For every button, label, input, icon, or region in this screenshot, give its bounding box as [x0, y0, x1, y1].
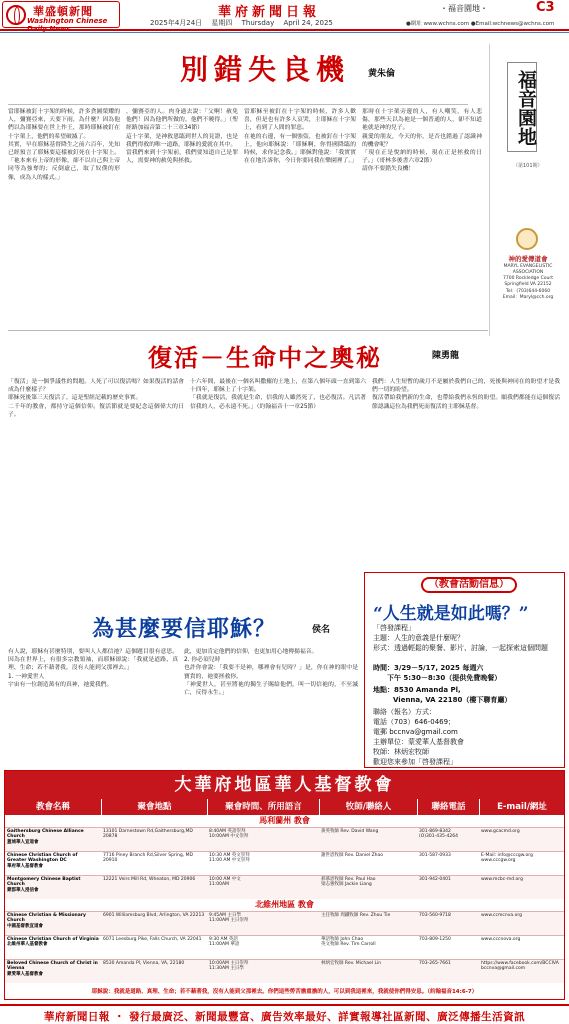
column-header: 聯絡電話 [417, 799, 479, 815]
date-cn: 2025年4月24日 [150, 19, 203, 27]
article2-column-1: 「復活」是一個爭議性的問題。人死了可以復活嗎？如果復活的話會成為什麼樣子？ 耶穌死後第三天復活了，這是聖經記載的歷史事實。 二千年的教會，都持守這個信仰。復活節就是要紀念這個偉大的日子。 [8, 379, 184, 418]
weekday-en: Thursday [241, 19, 275, 27]
date-line [150, 18, 340, 28]
event-title: “人生就是如此嗎？” [373, 604, 529, 624]
church-email[interactable]: Email：Maryl@cch.org [502, 295, 554, 300]
column-header: 聚會地點 [101, 799, 207, 815]
event-hours: 下午 5:30－8:30（提供免費晚餐） [387, 674, 502, 682]
directory-header-row [5, 799, 564, 815]
directory-cell-address: 12221 Veirs Mill Rd, Wheaton, MD 20906 [103, 877, 196, 882]
event-address-city: Vienna, VA 22180（樓下聯育廳） [393, 696, 512, 704]
column-header: 牧師/聯絡人 [319, 799, 417, 815]
newspaper-logo[interactable] [2, 1, 120, 28]
directory-cell-name: Montgomery Chinese Baptist Church 蒙郡華人浸信會 [7, 877, 81, 893]
directory-cell-time: 10:00 AM 中文 11:00AM [209, 877, 241, 888]
directory-row [5, 935, 564, 959]
masthead [0, 0, 569, 30]
directory-cell-web[interactable]: www.mcbc-md.org [481, 877, 523, 882]
directory-cell-pastor: 郝慕恩牧師 Rev. Paul Hao 梁志強牧師 Jackie Liang [321, 877, 376, 888]
directory-row [5, 827, 564, 851]
directory-cell-phone[interactable]: 703-560-9718 [419, 913, 451, 918]
directory-cell-address: 13101 Darnestown Rd,Gaithersburg,MD 20878 [103, 829, 195, 840]
church-emblem-icon [516, 228, 538, 250]
directory-cell-pastor: 主任牧師 周鐵牧師 Rev. Zhou Tie [321, 913, 391, 918]
directory-cell-time: 10:00AM 主日崇拜 11:30AM 主日學 [209, 961, 249, 972]
church-line: 7700 Rockledge Court [503, 276, 553, 281]
globe-icon [6, 5, 26, 25]
column-header: 教會名稱 [35, 802, 70, 812]
paper-name: 華府新聞日報 [218, 5, 321, 20]
header-rule-thin [0, 32, 569, 33]
page-number: C3 [536, 0, 555, 15]
event-dates: 時間：3/29－5/17, 2025 每週六 [373, 664, 484, 672]
directory-cell-pastor: 謝世恩牧師 Rev. Daniel Zhao [321, 853, 384, 858]
directory-cell-web[interactable]: www.gcacmd.org [481, 829, 520, 834]
church-phone[interactable]: Tel：(703)644-6060 [505, 289, 551, 294]
weekday-cn: 星期四 [211, 19, 233, 27]
directory-cell-address: 6901 Williamsburg Blvd, Arlington, VA 22213 [103, 913, 205, 918]
footer [0, 1004, 569, 1024]
contact-line[interactable]: ●網址 www.wchns.com ●Email:wchnews@wchns.com [406, 21, 555, 27]
directory-cell-time: 8:40AM 英語崇拜 10:00AM 中文崇拜 [209, 829, 249, 840]
publisher-church [492, 228, 564, 334]
footer-slogan: 華府新聞日報 ・ 發行最廣泛、新聞最豐富、廣告效率最好、詳實報導社區新聞、廣泛傳播生活資訊 [43, 1011, 526, 1023]
date-en: April 24, 2025 [283, 19, 333, 27]
church-event-box [364, 572, 565, 768]
issue-number: （第101期） [513, 163, 543, 169]
article2-rule [8, 330, 488, 331]
event-contact-label: 聯絡（報名）方式： [373, 708, 436, 716]
directory-row [5, 959, 564, 983]
directory-cell-address: 8530 Amanda Pl, Vienna, VA, 22180 [103, 961, 185, 966]
church-directory [4, 770, 565, 1000]
article1-author: 黄朱倫 [368, 69, 396, 79]
directory-cell-phone[interactable]: 703-809-1250 [419, 937, 451, 942]
region-northern-virginia: 北維州地區 教會 [5, 899, 564, 911]
directory-cell-name: Chinese Christian Church of Virginia 北維州華人基督教會 [7, 937, 99, 948]
directory-cell-phone[interactable]: 703-265-7661 [419, 961, 451, 966]
article1-column-1: 當耶穌被釘十字架的時候，許多貪圖榮耀的人，彌賽亞來，天要下雨，為什麼？因為他們以為耶穌要在世上作王，那時耶穌被釘在十字架上，他們的希望破滅了。 其實，早在耶穌基督降生之前六百年，先知已經預言了耶穌要這樣被釘死在十字架上。「祂本來有上帝的形像，卻不以自己與上帝同等為強奪的；反倒虛己，取了奴僕的形像，成為人的樣式。」 [8, 109, 120, 181]
article3-author: 侯名 [312, 625, 331, 635]
article2-title: 復活－生命中之奧秘 [148, 343, 382, 372]
article3-column-2: 此，更加肯定他們的信仰，也更加用心地傳揚福音。 2. 你必須兒時 也許你會說：「我要不是神，哪裡會有兒時？」是，你在神的眼中是寶貴的，祂要拯救你。 「神愛世人，甚至將祂的獨生子賜給他們，叫一切信祂的，不至滅亡，反得永生。」 [184, 649, 358, 697]
gospel-column-title: 福音園地 [507, 62, 537, 152]
event-address: 地點：8530 Amanda Pl, [373, 686, 461, 694]
directory-cell-name: Chinese Christian Church of Greater Washington DC 華府華人基督教會 [7, 853, 78, 869]
article3-title: 為甚麼要信耶穌？ [92, 616, 277, 642]
article1-column-2: ，彌賽亞的人。肉身過去說：「父啊！赦免他們！因為他們所做的，他們不曉得。」（聖經路加福音第二十三章34節） 這十字架，是神救恩臨到世人的見證，也是我們得救的唯一道路，耶穌的愛就在其中。 當我們來到十字架前，我們要知道自己是罪人，需要神的赦免與拯救。 [126, 109, 238, 165]
header-rule [0, 29, 569, 31]
article1-column-4: 那時在十字架旁邊的人，有人嘲笑，有人悲傷，那些天以為祂是一個普通的人，卻不知道祂就是神的兒子。 親愛的朋友，今天的你，是否也錯過了認識神的機會呢？ 「現在正是悅納的時候，現在正是拯救的日子。」（哥林多後書六章2節） 請你不要錯失良機！ [362, 109, 482, 173]
directory-row [5, 851, 564, 875]
region-maryland: 馬利蘭州 教會 [5, 815, 564, 827]
article1-divider [8, 104, 468, 105]
directory-row [5, 875, 564, 899]
event-badge: （教會活動信息） [421, 577, 517, 593]
directory-cell-phone[interactable]: 301-869-8342 (O)301-435-4264 [419, 829, 458, 840]
event-phone[interactable]: 電話（703）646-0469； [373, 718, 456, 726]
church-line: MARYL EVANGELISTIC [503, 264, 553, 269]
article1-title: 別錯失良機 [180, 53, 351, 86]
directory-cell-web[interactable]: www.cccnova.org [481, 937, 521, 942]
column-header: E-mail/網址 [479, 799, 564, 815]
directory-cell-time: 10:30 AM 英文崇拜 11:00 AM 中文崇拜 [209, 853, 250, 864]
directory-cell-address: 6071 Leesburg Pike, Falls Church, VA 22041 [103, 937, 202, 942]
directory-cell-pastor: 華語牧師 John Chao 英文牧師 Rev. Tim Carroll [321, 937, 376, 948]
directory-scripture-note: 耶穌說：我就是道路、真理、生命；若不藉著我，沒有人能到父那裡去。你們這些勞苦擔重擔的人，可以到我這裡來，我就使你們得安息。（約翰福音14:6-7） [91, 989, 478, 995]
directory-cell-address: 7716 Piney Branch Rd,Silver Spring, MD 20910 [103, 853, 195, 864]
church-name: 神的愛傳道會 [508, 255, 548, 263]
event-format: 形式：透過輕鬆的聚餐、影片、討論，一起探索這個問題 [373, 644, 548, 652]
church-line: Springfield VA 22152 [504, 282, 552, 287]
directory-cell-time: 9:30 AM 英語 11:00AM 華語 [209, 937, 240, 948]
directory-row [5, 911, 564, 935]
event-email[interactable]: 電郵 bccnva@gmail.com [373, 728, 458, 736]
directory-cell-name: Chinese Christian & Missionary Church 中國基督教宣道會 [7, 913, 86, 929]
directory-cell-web[interactable]: www.ccmcnva.org [481, 913, 522, 918]
directory-cell-name: Gaithersburg Chinese Alliance Church 蓋城華人宣道會 [7, 829, 84, 845]
column-header: 聚會時間、所用語言 [207, 799, 319, 815]
logo-chinese-text: 華盛頓新聞 [33, 5, 93, 18]
directory-cell-time: 9:45AM 主日學 11:00AM 主日崇拜 [209, 913, 249, 924]
directory-cell-pastor: 林炳宏牧師 Rev. Michael Lin [321, 961, 382, 966]
event-subtitle: 「啓發課程」 [373, 624, 415, 632]
logo-english-text: Washington Chinese [27, 17, 108, 25]
article2-column-3: 我們：人生短暫的歲月不是屬於我們自己的，死後與神同在的盼望才是我們一切的盼望。 復活帶給我們新的生命，也帶給我們永恆的盼望。願我們都能在這個復活節認識這位為我們死而復活的主耶穌基督。 [372, 379, 560, 410]
event-host: 主辦單位：蒙愛華人基督教會 [373, 738, 464, 746]
article3-column-1: 有人說，耶穌有甚麼特別，要叫人人都信祂？這個題目很有意思。因為在世界上，有很多宗教領袖，而耶穌卻說：「我就是道路、真理、生命；若不藉著我，沒有人能到父那裡去。」 1. 一神愛世人 宇宙有一位創造萬有的真神，祂愛我們。 [8, 649, 178, 688]
directory-cell-web[interactable]: https://www.facebook.com/BCCIVA bccnva@gmail.com [481, 961, 559, 972]
event-welcome: 歡迎您來參加「啓發課程」 [373, 758, 457, 766]
event-topic: 主題：人生的意義是什麼呢？ [373, 634, 464, 642]
directory-title: 大華府地區華人基督教會 [5, 771, 564, 799]
church-line: ASSOCIATION [512, 270, 544, 275]
event-pastor: 牧師：林炳宏牧師 [373, 748, 429, 756]
article1-column-3: 當耶穌至被釘在十字架的時候，許多人歡喜，但是也有許多人哀哭，主耶穌在十字架上，看到了人間的罪惡。 在祂的右邊，有一個強盜，也被釘在十字架上，他向耶穌說：「耶穌啊，你得國降臨的時候，求你記念我。」耶穌對他說：「我實實在在地告訴你，今日你要同我在樂園裡了。」 [244, 109, 358, 165]
article2-author: 陳勇龍 [432, 351, 460, 361]
directory-cell-pastor: 黃英牧師 Rev. David Wang [321, 829, 379, 834]
directory-cell-phone[interactable]: 301-587-0933 [419, 853, 451, 858]
directory-cell-name: Beloved Chinese Church of Christ in Vienna 蒙愛華人基督教會 [7, 961, 98, 977]
directory-cell-phone[interactable]: 301-942-0401 [419, 877, 451, 882]
article2-column-2: 十六年間，最後在一個名叫撒羅的土地上，在第八個年頭一直到第六十四年，耶穌上了十字架。 「我就是復活，我就是生命，信我的人雖然死了，也必復活。凡活著信我的人，必永遠不死。」（約翰福音十一章25節） [190, 379, 366, 410]
section-tag: ・福音園地・ [440, 4, 488, 13]
directory-cell-web[interactable]: E-Mail: info@cccgw.org www.cccgw.org [481, 853, 533, 864]
